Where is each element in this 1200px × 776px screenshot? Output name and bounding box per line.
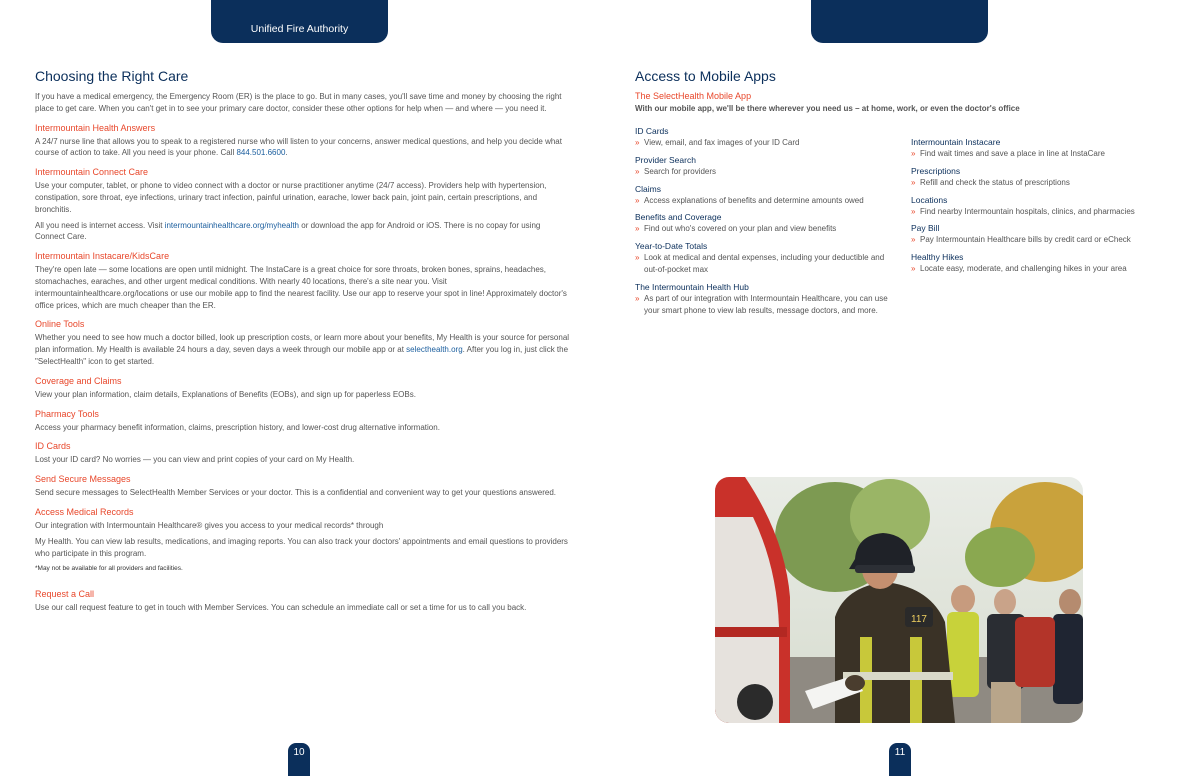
feature-text: Refill and check the status of prescriptions	[920, 177, 1070, 187]
chevron-bullet-icon: »	[635, 224, 640, 234]
feature-heading: Benefits and Coverage	[635, 212, 722, 223]
feature-heading: ID Cards	[635, 126, 669, 136]
feature-heading: Prescriptions	[911, 165, 961, 176]
feature-text: Find out who's covered on your plan and view benefits	[644, 224, 837, 234]
header-tab-left	[211, 0, 388, 43]
firefighter-photo	[715, 477, 1083, 723]
section-heading-connect-care: Intermountain Connect Care	[35, 167, 149, 178]
id-cards-text: Lost your ID card? No worries — you can view and print copies of your card on My Health.	[35, 455, 355, 465]
page-title-right: Access to Mobile Apps	[635, 68, 776, 84]
instacare-text: They're open late — some locations are open until midnight. The InstaCare is a great choice for sore throats, broken bones, sprains, headaches, stomachaches, earaches, and other urgent medical conditions. With nearly 40 locations, there's a site near you. Visit intermountainhealthcare.org/locations or use our mobile app to find the nearest facility. Use our app to reserve your spot in line! Approximately doctor's office prices, which are much cheaper than the ER.	[35, 265, 567, 310]
feature-text: View, email, and fax images of your ID Card	[644, 138, 800, 147]
section-heading-pharmacy: Pharmacy Tools	[35, 408, 99, 419]
feature-bullet	[635, 195, 895, 207]
section-heading-medical-records: Access Medical Records	[35, 506, 134, 517]
list-item	[911, 166, 1171, 189]
feature-list-right	[911, 137, 1171, 281]
list-item	[635, 126, 895, 149]
chevron-bullet-icon: »	[911, 264, 916, 274]
right-page-header	[635, 68, 1165, 113]
feature-text: Pay Intermountain Healthcare bills by credit card or eCheck	[920, 235, 1131, 245]
chevron-bullet-icon: »	[635, 138, 640, 147]
feature-heading: The Intermountain Health Hub	[635, 281, 749, 292]
chevron-bullet-icon: »	[911, 177, 916, 187]
selecthealth-link[interactable]: selecthealth.org	[406, 345, 463, 355]
header-tab-right	[811, 0, 988, 43]
list-item	[911, 137, 1171, 160]
connect-care-access-post: or download the app for Android or iOS. There is no copay for using Connect Care.	[35, 220, 541, 242]
online-tools-pre: Whether you need to see how much a doctor billed, look up prescription costs, or learn more about your benefits, My Health is your source for personal plan information. My Health is available 24 hours a day, seven days a week through our mobile app or at	[35, 333, 570, 355]
feature-heading: Healthy Hikes	[911, 252, 964, 263]
feature-bullet	[911, 177, 1171, 189]
coverage-text: View your plan information, claim details, Explanations of Benefits (EOBs), and sign up for paperless EOBs.	[35, 389, 416, 399]
feature-text: As part of our integration with Intermountain Healthcare, you can use your smart phone to view lab results, message doctors, and more.	[644, 293, 888, 315]
list-item	[635, 184, 895, 207]
health-answers-end: .	[285, 148, 288, 158]
list-item	[635, 155, 895, 178]
health-answers-body: A 24/7 nurse line that allows you to speak to a registered nurse who will listen to your concerns, answer medical questions, and help you decide what course of action to take. All you need is your phone. Call	[35, 136, 562, 158]
mobile-app-intro: With our mobile app, we'll be there wherever you need us – at home, work, or even the doctor's office	[635, 104, 1020, 113]
footnote: *May not be available for all providers and facilities.	[35, 565, 183, 573]
chevron-bullet-icon: »	[635, 166, 640, 176]
feature-bullet	[635, 166, 895, 178]
feature-text: Look at medical and dental expenses, including your deductible and out-of-pocket max	[644, 253, 885, 274]
section-heading-coverage: Coverage and Claims	[35, 375, 122, 386]
chevron-bullet-icon: »	[635, 253, 640, 263]
chevron-bullet-icon: »	[911, 235, 916, 245]
list-item	[911, 252, 1171, 275]
list-item	[635, 212, 895, 235]
organization-label: Unified Fire Authority	[250, 23, 349, 35]
medical-records-text-2: My Health. You can view lab results, medications, and imaging reports. You can also track your doctors' appointments and email questions to providers who participate in this program.	[35, 536, 568, 558]
feature-text: Access explanations of benefits and determine amounts owed	[644, 195, 864, 205]
medical-records-text-1: Our integration with Intermountain Healthcare® gives you access to your medical records* through	[35, 520, 384, 530]
page-title-left: Choosing the Right Care	[35, 68, 189, 84]
feature-bullet	[911, 148, 1171, 160]
page-number-left: 10	[288, 743, 310, 776]
section-heading-online-tools: Online Tools	[35, 319, 85, 330]
secure-messages-text: Send secure messages to SelectHealth Member Services or your doctor. This is a confidential and convenient way to get your questions answered.	[35, 488, 557, 498]
list-item	[635, 282, 895, 317]
left-page	[35, 68, 570, 618]
list-item	[911, 223, 1171, 246]
feature-bullet	[911, 234, 1171, 246]
helmet-number-badge: 117	[911, 614, 927, 625]
feature-bullet	[635, 252, 895, 276]
section-heading-id-cards: ID Cards	[35, 441, 71, 452]
feature-heading: Year-to-Date Totals	[635, 241, 708, 252]
feature-text: Find wait times and save a place in line at InstaCare	[920, 149, 1105, 158]
section-heading-request-call: Request a Call	[35, 589, 95, 600]
intro-paragraph: If you have a medical emergency, the Emergency Room (ER) is the place to go. But in many cases, you'll save time and money by choosing the right place to get care. When you can't get in to see your primary care doctor, consider these other options for help when — and where — you need it.	[35, 92, 562, 113]
health-answers-text	[35, 136, 570, 160]
feature-heading: Provider Search	[635, 154, 696, 165]
feature-text: Search for providers	[644, 166, 717, 176]
section-heading-secure-messages: Send Secure Messages	[35, 474, 131, 485]
pharmacy-text: Access your pharmacy benefit information, claims, prescription history, and lower-cost drug alternative information.	[35, 422, 440, 432]
feature-heading: Pay Bill	[911, 223, 940, 234]
firefighter-illustration	[715, 477, 1083, 723]
feature-heading: Claims	[635, 183, 661, 194]
list-item	[635, 241, 895, 276]
chevron-bullet-icon: »	[635, 195, 640, 205]
mobile-app-subtitle: The SelectHealth Mobile App	[635, 91, 752, 101]
chevron-bullet-icon: »	[911, 149, 916, 158]
feature-heading: Locations	[911, 194, 948, 205]
feature-bullet	[635, 137, 895, 149]
feature-bullet	[911, 263, 1171, 275]
request-call-text: Use our call request feature to get in touch with Member Services. You can schedule an immediate call or set a time for us to call you back.	[35, 603, 527, 613]
connect-care-access-pre: All you need is internet access. Visit	[35, 220, 165, 230]
connect-care-access-text	[35, 220, 570, 244]
online-tools-post: . After you log in, just click the "SelectHealth" icon to get started.	[35, 345, 569, 366]
feature-list-left	[635, 126, 895, 322]
connect-care-text: Use your computer, tablet, or phone to video connect with a doctor or nurse practitioner anytime (24/7 access). Providers help with hypertension, constipation, sore throat, eye infections, urinary tract infection, painful urination, earache, lower back pain, joint pain, certain prescriptions, and bronchitis.	[35, 181, 547, 214]
feature-heading: Intermountain Instacare	[911, 137, 1001, 147]
section-heading-health-answers: Intermountain Health Answers	[35, 122, 156, 133]
feature-text: Locate easy, moderate, and challenging hikes in your area	[920, 264, 1127, 274]
list-item	[911, 195, 1171, 218]
chevron-bullet-icon: »	[635, 293, 640, 303]
page-number-right: 11	[889, 743, 911, 776]
feature-text: Find nearby Intermountain hospitals, clinics, and pharmacies	[920, 206, 1135, 216]
online-tools-text	[35, 332, 570, 367]
phone-link[interactable]: 844.501.6600	[236, 148, 286, 158]
myhealth-link[interactable]: intermountainhealthcare.org/myhealth	[164, 220, 300, 230]
feature-bullet	[635, 223, 895, 235]
section-heading-instacare: Intermountain Instacare/KidsCare	[35, 251, 170, 262]
feature-bullet	[911, 206, 1171, 218]
chevron-bullet-icon: »	[911, 206, 916, 216]
feature-bullet	[635, 293, 895, 317]
